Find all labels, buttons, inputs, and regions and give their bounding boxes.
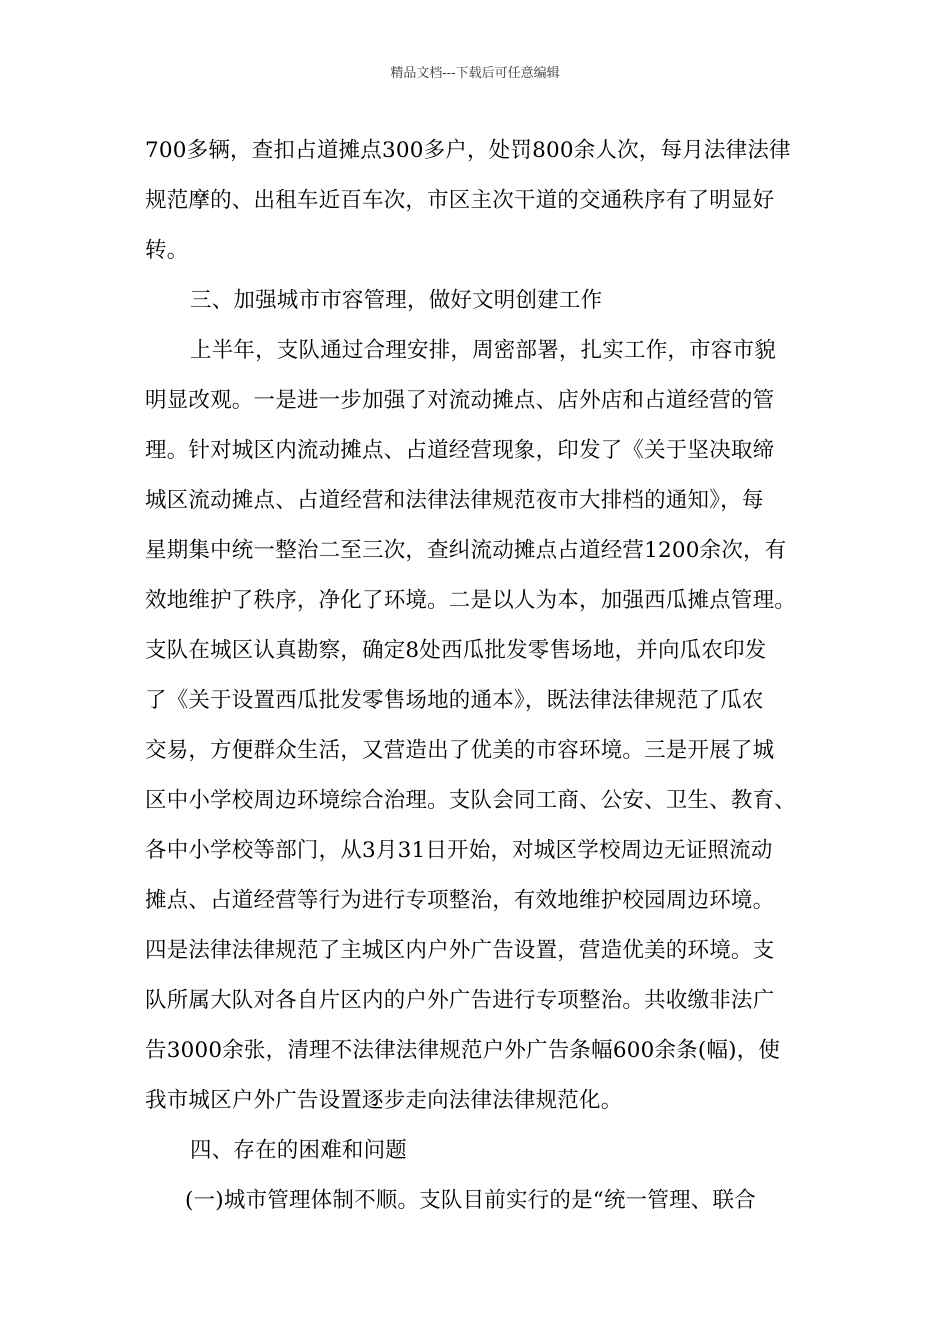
- body-line: 四是法律法律规范了主城区内户外广告设置，营造优美的环境。支: [145, 938, 775, 963]
- body-line: 摊点、占道经营等行为进行专项整治，有效地维护校园周边环境。: [145, 888, 775, 913]
- body-line: 我市城区户外广告设置逐步走向法律法律规范化。: [145, 1088, 623, 1113]
- body-line: 区中小学校周边环境综合治理。支队会同工商、公安、卫生、教育、: [145, 788, 797, 813]
- body-line: 城区流动摊点、占道经营和法律法律规范夜市大排档的通知》，每: [145, 488, 764, 513]
- body-line: 各中小学校等部门，从3月31日开始，对城区学校周边无证照流动: [145, 838, 773, 863]
- body-line: 告3000余张，清理不法律法律规范户外广告条幅600余条(幅)，使: [145, 1038, 781, 1063]
- body-line: 700多辆，查扣占道摊点300多户，处罚800余人次，每月法律法律: [145, 138, 791, 163]
- section-heading: 三、加强城市市容管理，做好文明创建工作: [190, 288, 603, 313]
- body-line: 星期集中统一整治二至三次，查纠流动摊点占道经营1200余次，有: [145, 538, 787, 563]
- section-heading: 四、存在的困难和问题: [190, 1138, 408, 1163]
- body-line: 上半年，支队通过合理安排，周密部署，扎实工作，市容市貌: [190, 338, 776, 363]
- body-line: 转。: [145, 238, 189, 263]
- body-line: 支队在城区认真勘察，确定8处西瓜批发零售场地，并向瓜农印发: [145, 638, 767, 663]
- body-line: 理。针对城区内流动摊点、占道经营现象，印发了《关于坚决取缔: [145, 438, 775, 463]
- body-line: 明显改观。一是进一步加强了对流动摊点、店外店和占道经营的管: [145, 388, 775, 413]
- body-line: 交易，方便群众生活，又营造出了优美的市容环境。三是开展了城: [145, 738, 775, 763]
- body-line: (一)城市管理体制不顺。支队目前实行的是“统一管理、联合: [185, 1188, 756, 1213]
- document-body: [145, 126, 835, 1226]
- page-header-watermark: 精品文档---下载后可任意编辑: [390, 66, 560, 81]
- body-line: 队所属大队对各自片区内的户外广告进行专项整治。共收缴非法广: [145, 988, 775, 1013]
- body-line: 了《关于设置西瓜批发零售场地的通本》，既法律法律规范了瓜农: [145, 688, 764, 713]
- body-line: 规范摩的、出租车近百车次，市区主次干道的交通秩序有了明显好: [145, 188, 775, 213]
- body-line: 效地维护了秩序，净化了环境。二是以人为本，加强西瓜摊点管理。: [145, 588, 797, 613]
